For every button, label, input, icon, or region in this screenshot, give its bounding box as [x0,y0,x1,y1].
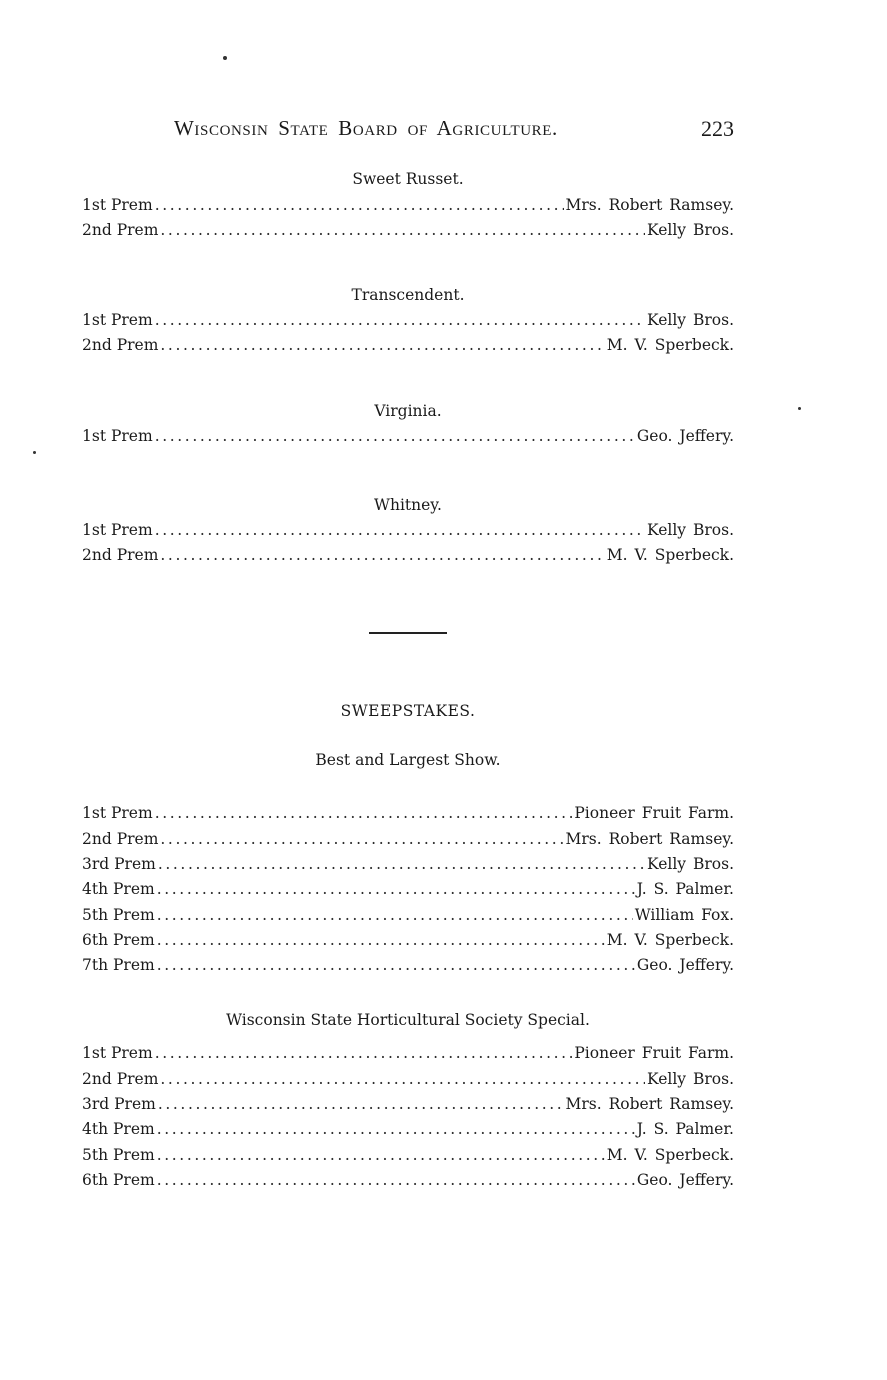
award-rank: 1st Prem [82,1044,153,1062]
award-row [82,931,734,953]
award-rank: 1st Prem [82,427,153,445]
dot-leader [157,931,605,949]
award-row [82,1070,734,1092]
award-winner: William Fox. [634,906,734,924]
dot-leader [160,546,604,564]
dot-leader [160,221,645,239]
running-head: Wisconsin State Board of Agriculture. [174,116,558,140]
dot-leader [157,1120,635,1138]
award-winner: M. V. Sperbeck. [606,931,734,949]
dot-leader [157,956,635,974]
page-header [170,116,736,148]
award-rank: 2nd Prem [82,546,159,564]
award-row [82,804,734,826]
award-winner: Kelly Bros. [647,855,734,873]
award-winner: Pioneer Fruit Farm. [574,804,734,822]
award-rank: 6th Prem [82,1171,155,1189]
award-winner: Geo. Jeffery. [636,956,734,974]
award-winner: Mrs. Robert Ramsey. [565,830,734,848]
sweepstakes-heading: SWEEPSTAKES. [340,702,476,720]
award-rank: 6th Prem [82,931,155,949]
award-winner: Kelly Bros. [647,521,734,539]
dot-leader [157,1171,635,1189]
dot-leader [160,1070,645,1088]
scan-speck [798,407,801,410]
award-row [82,956,734,978]
dot-leader [157,906,633,924]
award-row [82,336,734,358]
dot-leader [155,521,645,539]
award-rank: 2nd Prem [82,336,159,354]
award-winner: Geo. Jeffery. [636,1171,734,1189]
award-row [82,1095,734,1117]
award-rank: 1st Prem [82,311,153,329]
award-rank: 3rd Prem [82,855,156,873]
award-winner: Pioneer Fruit Farm. [574,1044,734,1062]
sweepstakes-section-title: Wisconsin State Horticultural Society Special. [226,1011,590,1029]
award-winner: Kelly Bros. [647,1070,734,1088]
dot-leader [155,1044,573,1062]
award-winner: M. V. Sperbeck. [606,336,734,354]
award-rank: 5th Prem [82,1146,155,1164]
variety-title: Virginia. [374,402,442,420]
award-winner: Kelly Bros. [647,221,734,239]
dot-leader [157,880,635,898]
award-row [82,855,734,877]
award-row [82,880,734,902]
section-divider [369,632,447,634]
award-row [82,427,734,449]
page-number: 223 [701,116,734,141]
dot-leader [155,804,573,822]
award-rank: 7th Prem [82,956,155,974]
award-winner: Mrs. Robert Ramsey. [565,1095,734,1113]
award-row [82,1120,734,1142]
award-rank: 5th Prem [82,906,155,924]
award-row [82,830,734,852]
award-rank: 1st Prem [82,196,153,214]
award-row [82,521,734,543]
dot-leader [158,855,645,873]
sweepstakes-section-title: Best and Largest Show. [315,751,501,769]
award-rank: 2nd Prem [82,830,159,848]
award-row [82,221,734,243]
award-winner: Geo. Jeffery. [636,427,734,445]
award-rank: 3rd Prem [82,1095,156,1113]
dot-leader [155,427,635,445]
dot-leader [155,311,645,329]
dot-leader [160,830,563,848]
award-winner: M. V. Sperbeck. [606,546,734,564]
award-rank: 1st Prem [82,521,153,539]
award-winner: Kelly Bros. [647,311,734,329]
award-row [82,546,734,568]
award-row [82,1044,734,1066]
award-rank: 4th Prem [82,1120,155,1138]
award-winner: Mrs. Robert Ramsey. [565,196,734,214]
variety-title: Sweet Russet. [352,170,464,188]
dot-leader [155,196,564,214]
dot-leader [157,1146,605,1164]
award-rank: 1st Prem [82,804,153,822]
award-row [82,311,734,333]
dot-leader [160,336,604,354]
award-row [82,1146,734,1168]
award-winner: M. V. Sperbeck. [606,1146,734,1164]
scan-speck [33,451,36,454]
award-rank: 2nd Prem [82,221,159,239]
award-row [82,906,734,928]
scan-speck [223,56,227,60]
dot-leader [158,1095,564,1113]
variety-title: Whitney. [374,496,442,514]
award-rank: 4th Prem [82,880,155,898]
award-row [82,196,734,218]
award-winner: J. S. Palmer. [636,880,734,898]
award-rank: 2nd Prem [82,1070,159,1088]
award-winner: J. S. Palmer. [636,1120,734,1138]
variety-title: Transcendent. [351,286,465,304]
award-row [82,1171,734,1193]
